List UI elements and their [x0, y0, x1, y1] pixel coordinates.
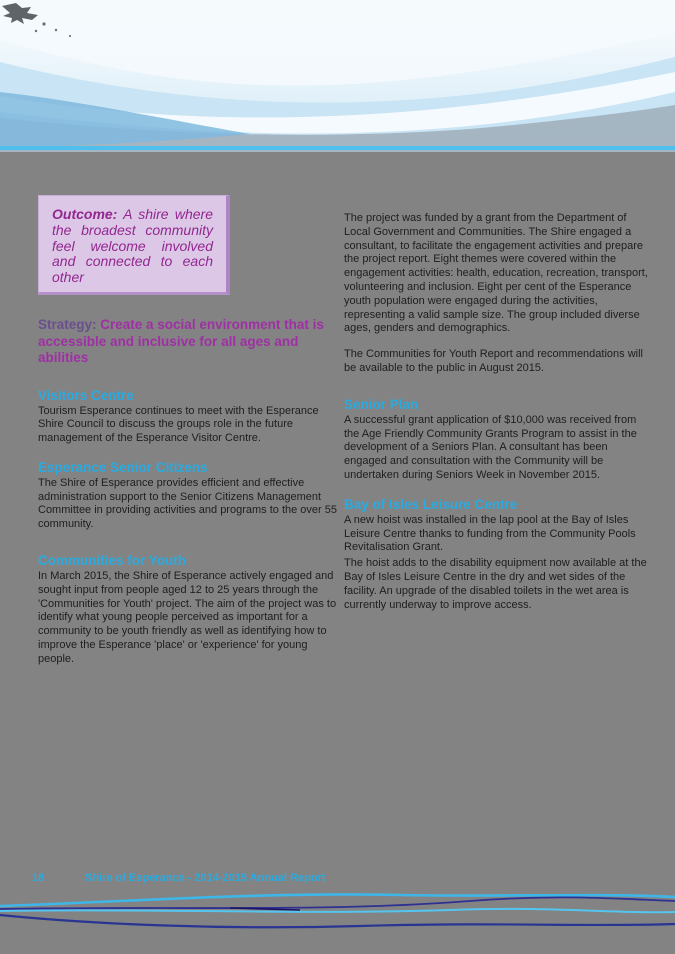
section-heading: Bay of Isles Leisure Centre	[344, 496, 518, 512]
outcome-text: A shire where the broadest community feel welcome involved and connected to each other	[52, 206, 213, 286]
outcome-label: Outcome:	[52, 206, 118, 222]
section-heading: Senior Plan	[344, 396, 419, 412]
section-paragraph: A new hoist was installed in the lap pool at the Bay of Isles Leisure Centre thanks to funding from the Community Pools Revitalisation Grant.	[344, 513, 636, 554]
section-heading: Communities for Youth	[38, 553, 186, 569]
outcome-callout-box	[38, 195, 230, 295]
section-heading: Esperance Senior Citizens	[38, 459, 208, 475]
section-senior-citizens	[38, 460, 338, 532]
page-content	[0, 152, 675, 954]
section-paragraph: A successful grant application of $10,000 was received from the Age Friendly Community Grants Program to assist in the development of a Seniors Plan. A consultant has been engaged and consultation with the Community will be undertaken during Seniors Week in November 2015.	[344, 413, 637, 481]
section-paragraph: The Shire of Esperance provides efficient and effective administration support to the Senior Citizens Management Committee in providing activities and programs to the over 55 community.	[38, 476, 337, 531]
left-column	[38, 195, 338, 667]
strategy-statement	[38, 317, 338, 367]
section-paragraph: In March 2015, the Shire of Esperance actively engaged and sought input from people aged 12 to 25 years through the 'Communities for Youth' project. The aim of the project was to identify what young people perceived as important for a community to be youth friendly as well as identifying how to improve the Esperance 'place' or 'experience' for young people.	[38, 570, 337, 665]
page-footer	[0, 872, 675, 888]
page-number: 18	[32, 872, 45, 884]
section-senior-plan	[344, 397, 650, 483]
strategy-label: Strategy:	[38, 317, 97, 332]
section-youth-project-detail	[344, 212, 650, 376]
bottom-wave-lines-graphic	[0, 888, 675, 952]
right-column	[344, 212, 650, 612]
section-communities-for-youth	[38, 553, 338, 667]
section-heading: Visitors Centre	[38, 387, 134, 403]
section-paragraph: Tourism Esperance continues to meet with the Esperance Shire Council to discuss the groups role in the future management of the Esperance Visitor Centre.	[38, 404, 319, 445]
section-visitors-centre	[38, 388, 338, 446]
section-paragraph: The project was funded by a grant from the Department of Local Government and Communities. The Shire engaged a consultant, to facilitate the engagement activities and prepare the project report. Eight themes were covered within the engagement activities: health, education, recreation, transport, volunteering and inclusion. Eight per cent of the Esperance youth population were engaged during the activities, representing a valid sample size. The group included diverse ages, genders and demographics.	[344, 212, 648, 335]
section-paragraph: The Communities for Youth Report and recommendations will be available to the public in August 2015.	[344, 348, 643, 374]
section-paragraph: The hoist adds to the disability equipment now available at the Bay of Isles Leisure Centre in the dry and wet sides of the facility. An upgrade of the disabled toilets in the wet area is currently underway to improve access.	[344, 557, 647, 611]
section-bay-of-isles	[344, 497, 650, 613]
header-wave-banner-graphic	[0, 0, 675, 152]
footer-report-title: Shire of Esperance - 2014-2015 Annual Report	[85, 872, 326, 884]
strategy-text: Create a social environment that is accessible and inclusive for all ages and abilities	[38, 317, 324, 365]
